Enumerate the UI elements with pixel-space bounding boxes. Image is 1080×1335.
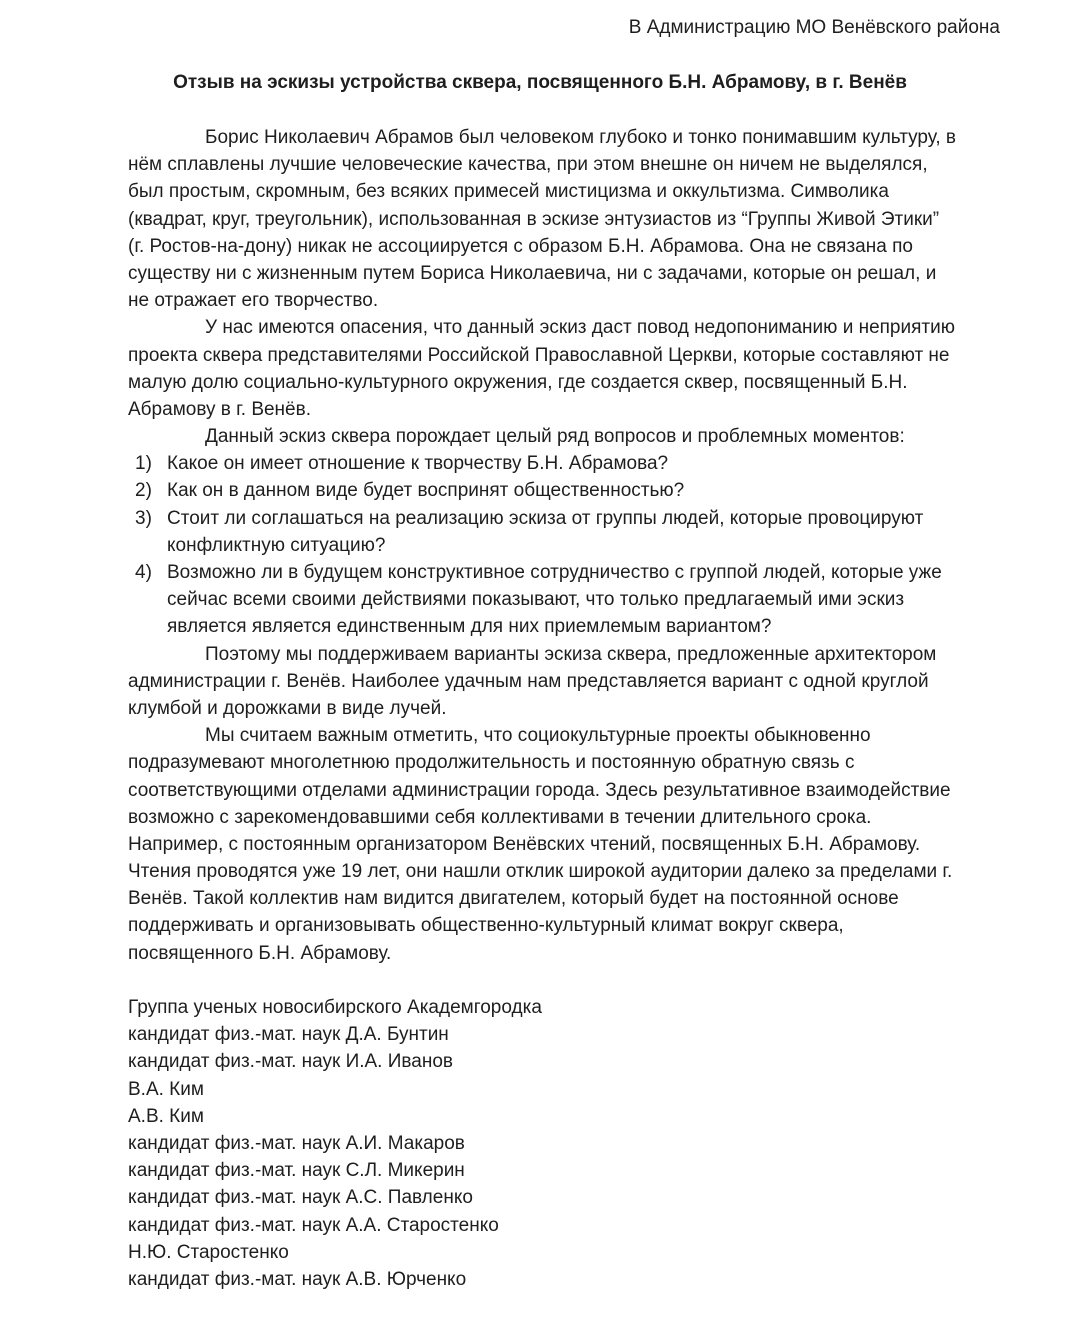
paragraph-line: не отражает его творчество. xyxy=(128,290,379,312)
signatory: Н.Ю. Старостенко xyxy=(128,1241,289,1263)
paragraph-line: Абрамову в г. Венёв. xyxy=(128,398,311,420)
paragraph-first-line: У нас имеются опасения, что данный эскиз даст повод недопониманию и неприятию xyxy=(205,317,955,339)
list-item-text: Возможно ли в будущем конструктивное сотрудничество с группой людей, которые уже xyxy=(167,562,942,583)
list-item xyxy=(128,477,1008,504)
paragraph-line: нём сплавлены лучшие человеческие качества, при этом внешне он ничем не выделялся, xyxy=(128,154,928,176)
list-item xyxy=(128,450,1008,477)
signatory: кандидат физ.-мат. наук А.И. Макаров xyxy=(128,1132,465,1154)
list-item xyxy=(128,505,1008,532)
list-item-text: Стоит ли соглашаться на реализацию эскиза от группы людей, которые провоцируют xyxy=(167,507,924,529)
letter-body xyxy=(128,124,1008,967)
paragraph-line: Например, с постоянным организатором Венёвских чтений, посвященных Б.Н. Абрамову. xyxy=(128,833,921,855)
signatory: кандидат физ.-мат. наук А.В. Юрченко xyxy=(128,1268,467,1290)
signature-block xyxy=(128,994,542,1293)
list-item-text: Какое он имеет отношение к творчеству Б.Н. Абрамова? xyxy=(167,453,669,475)
signatory: В.А. Ким xyxy=(128,1078,204,1100)
list-item xyxy=(128,559,1008,586)
signatory: кандидат физ.-мат. наук А.С. Павленко xyxy=(128,1187,473,1209)
paragraph-line: возможно с зарекомендовавшими себя коллективами в течении длительного срока. xyxy=(128,806,872,828)
paragraph-line: существу ни с жизненным путем Бориса Николаевича, ни с задачами, которые он решал, и xyxy=(128,262,937,284)
paragraph-line: проекта сквера представителями Российской Православной Церкви, которые составляют не xyxy=(128,344,950,366)
paragraph-line: подразумевают многолетнюю продолжительность и постоянную обратную связь с xyxy=(128,752,855,774)
paragraph-line: (г. Ростов-на-дону) никак не ассоциируется с образом Б.Н. Абрамова. Она не связана по xyxy=(128,235,913,257)
paragraph-line: посвященного Б.Н. Абрамову. xyxy=(128,942,392,964)
signatory: кандидат физ.-мат. наук С.Л. Микерин xyxy=(128,1160,465,1182)
list-item-continuation: сейчас всеми своими действиями показывают, что только предлагаемый ими эскиз xyxy=(167,589,905,611)
signatory: кандидат физ.-мат. наук А.А. Старостенко xyxy=(128,1214,499,1236)
paragraph-line: был простым, скромным, без всяких примесей мистицизма и оккультизма. Символика xyxy=(128,181,889,203)
document-title: Отзыв на эскизы устройства сквера, посвященного Б.Н. Абрамову, в г. Венёв xyxy=(173,72,907,93)
paragraph-line: клумбой и дорожками в виде лучей. xyxy=(128,697,447,719)
paragraph-line: (квадрат, круг, треугольник), использованная в эскизе энтузиастов из “Группы Живой Этики” xyxy=(128,208,940,230)
signatory: кандидат физ.-мат. наук Д.А. Бунтин xyxy=(128,1024,449,1046)
list-item-text: Как он в данном виде будет воспринят общественностью? xyxy=(167,480,685,502)
list-item-continuation: конфликтную ситуацию? xyxy=(167,534,386,556)
list-item-number: 2) xyxy=(135,480,152,502)
paragraph-line: администрации г. Венёв. Наиболее удачным нам представляется вариант с одной круглой xyxy=(128,670,929,692)
paragraph-line: малую долю социально-культурного окружения, где создается сквер, посвященный Б.Н. xyxy=(128,371,908,393)
paragraph-line: Венёв. Такой коллектив нам видится двигателем, который будет на постоянной основе xyxy=(128,888,899,910)
signatory: А.В. Ким xyxy=(128,1105,204,1127)
list-item-continuation: является является единственным для них приемлемым вариантом? xyxy=(167,616,772,638)
paragraph-first-line: Поэтому мы поддерживаем варианты эскиза сквера, предложенные архитектором xyxy=(205,643,937,665)
paragraph-line: Чтения проводятся уже 19 лет, они нашли отклик широкой аудитории далеко за пределами г. xyxy=(128,861,953,883)
list-item-number: 1) xyxy=(135,453,152,475)
signature-group-name: Группа ученых новосибирского Академгородка xyxy=(128,997,542,1018)
paragraph-line: соответствующими отделами администрации города. Здесь результативное взаимодействие xyxy=(128,779,951,801)
addressee-line: В Администрацию МО Венёвского района xyxy=(628,17,1000,38)
paragraph-first-line: Мы считаем важным отметить, что социокультурные проекты обыкновенно xyxy=(205,725,871,747)
paragraph-first-line: Данный эскиз сквера порождает целый ряд вопросов и проблемных моментов: xyxy=(205,426,905,448)
signatory: кандидат физ.-мат. наук И.А. Иванов xyxy=(128,1051,453,1073)
list-item-number: 3) xyxy=(135,507,152,529)
list-item-number: 4) xyxy=(135,562,152,583)
paragraph-line: поддерживать и организовывать общественно-культурный климат вокруг сквера, xyxy=(128,915,844,937)
paragraph-first-line: Борис Николаевич Абрамов был человеком глубоко и тонко понимавшим культуру, в xyxy=(205,127,957,148)
